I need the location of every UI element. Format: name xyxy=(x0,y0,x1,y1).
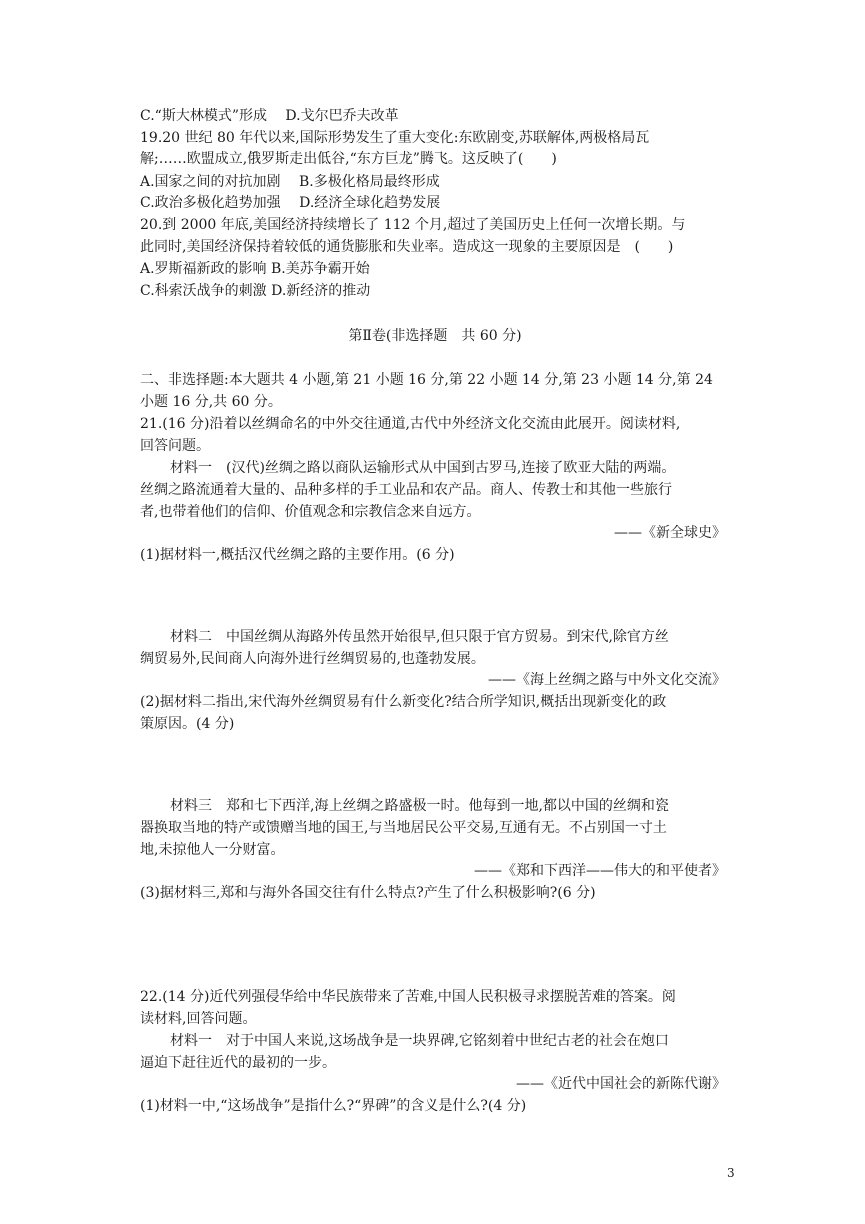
q19-options-cd: C.政治多极化趋势加强 D.经济全球化趋势发展 xyxy=(140,195,441,211)
section-title: 第Ⅱ卷(非选择题 共 60 分) xyxy=(348,328,522,344)
q21-sub2-line2: 策原因。(4 分) xyxy=(140,716,235,732)
q21-sub1: (1)据材料一,概括汉代丝绸之路的主要作用。(6 分) xyxy=(140,547,455,563)
q21-stem-line2: 回答问题。 xyxy=(140,438,210,454)
q21-material2-line2: 绸贸易外,民间商人向海外进行丝绸贸易的,也蓬勃发展。 xyxy=(140,651,485,667)
q21-material2-source: ——《海上丝绸之路与中外文化交流》 xyxy=(488,672,726,688)
q19-stem-line2: 解;……欧盟成立,俄罗斯走出低谷,“东方巨龙”腾飞。这反映了( ) xyxy=(140,151,557,167)
q21-material3-line3: 地,未掠他人一分财富。 xyxy=(140,842,285,858)
section-instructions-line1: 二、非选择题:本大题共 4 小题,第 21 小题 16 分,第 22 小题 14 分,第 23 小题 14 分,第 24 xyxy=(140,372,713,388)
q21-material1-line3: 者,也带着他们的信仰、价值观念和宗教信念来自远方。 xyxy=(140,504,481,520)
q22-stem-line2: 读材料,回答问题。 xyxy=(140,1011,257,1027)
q19-stem-line1: 19.20 世纪 80 年代以来,国际形势发生了重大变化:东欧剧变,苏联解体,两极格局瓦 xyxy=(140,130,650,146)
q21-material3-source: ——《郑和下西洋——伟大的和平使者》 xyxy=(474,863,726,879)
q21-material3-line2: 器换取当地的特产或馈赠当地的国王,与当地居民公平交易,互通有无。不占别国一寸土 xyxy=(140,820,667,836)
q20-options-ab: A.罗斯福新政的影响 B.美苏争霸开始 xyxy=(140,261,370,277)
page-number: 3 xyxy=(727,1166,735,1180)
q22-sub1: (1)材料一中,“这场战争”是指什么?“界碑”的含义是什么?(4 分) xyxy=(140,1098,527,1114)
q21-material2-line1: 材料二 中国丝绸从海路外传虽然开始很早,但只限于官方贸易。到宋代,除官方丝 xyxy=(170,629,669,645)
q20-stem-line1: 20.到 2000 年底,美国经济持续增长了 112 个月,超过了美国历史上任何一次增长期。与 xyxy=(140,217,686,233)
q20-stem-line2: 此同时,美国经济保持着较低的通货膨胀和失业率。造成这一现象的主要原因是 ( ) xyxy=(140,239,674,255)
q19-options-ab: A.国家之间的对抗加剧 B.多极化格局最终形成 xyxy=(140,174,440,190)
q22-material1-line2: 逼迫下赶往近代的最初的一步。 xyxy=(140,1055,336,1071)
q21-sub2-line1: (2)据材料二指出,宋代海外丝绸贸易有什么新变化?结合所学知识,概括出现新变化的政 xyxy=(140,694,667,710)
q21-stem-line1: 21.(16 分)沿着以丝绸命名的中外交往通道,古代中外经济文化交流由此展开。阅读材料, xyxy=(140,416,681,432)
q21-material1-source: ——《新全球史》 xyxy=(614,525,726,541)
q22-stem-line1: 22.(14 分)近代列强侵华给中华民族带来了苦难,中国人民积极寻求摆脱苦难的答案。阅 xyxy=(140,989,676,1005)
q18-options-cd: C.“斯大林模式”形成 D.戈尔巴乔夫改革 xyxy=(140,108,399,124)
q22-material1-source: ——《近代中国社会的新陈代谢》 xyxy=(516,1076,726,1092)
q22-material1-line1: 材料一 对于中国人来说,这场战争是一块界碑,它铭刻着中世纪古老的社会在炮口 xyxy=(170,1033,669,1049)
q20-options-cd: C.科索沃战争的刺激 D.新经济的推动 xyxy=(140,283,371,299)
q21-sub3: (3)据材料三,郑和与海外各国交往有什么特点?产生了什么积极影响?(6 分) xyxy=(140,885,596,901)
section-instructions-line2: 小题 16 分,共 60 分。 xyxy=(140,394,282,410)
q21-material3-line1: 材料三 郑和七下西洋,海上丝绸之路盛极一时。他每到一地,都以中国的丝绸和瓷 xyxy=(170,798,669,814)
q21-material1-line1: 材料一 (汉代)丝绸之路以商队运输形式从中国到古罗马,连接了欧亚大陆的两端。 xyxy=(170,460,676,476)
q21-material1-line2: 丝绸之路流通着大量的、品种多样的手工业品和农产品。商人、传教士和其他一些旅行 xyxy=(140,482,672,498)
